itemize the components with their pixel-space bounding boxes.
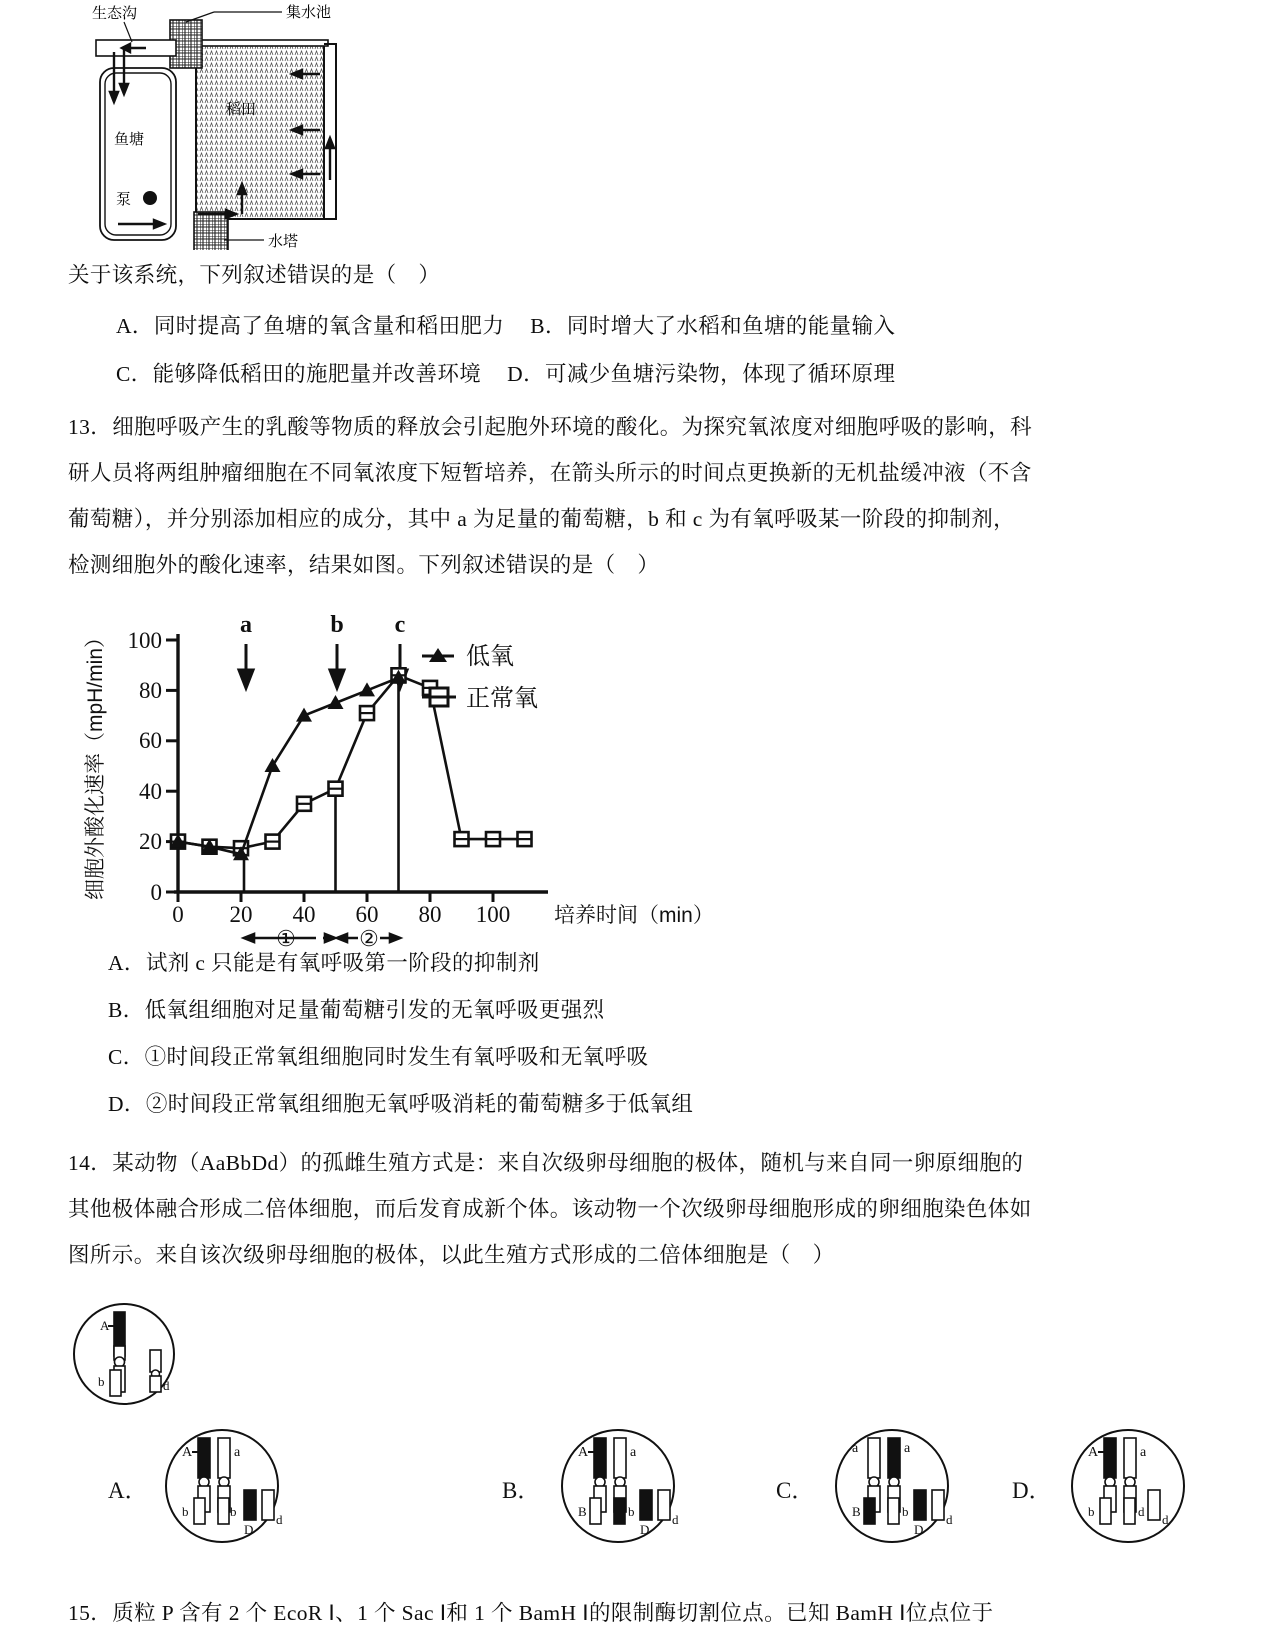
choice-b-letter: B． — [502, 1478, 541, 1503]
q13-stem-line-1 — [68, 404, 1233, 450]
q13-number: 13． — [68, 415, 113, 439]
q13-option-d — [108, 1081, 1208, 1128]
legend-label-low-oxygen: 低氧 — [466, 643, 514, 670]
q13-stem-line-4: 检测细胞外的酸化速率，结果如图。下列叙述错误的是（ ） — [68, 553, 660, 577]
svg-text:B: B — [578, 1504, 587, 1519]
q12-option-c-text: 能够降低稻田的施肥量并改善环境 — [152, 362, 482, 386]
q15-number: 15． — [68, 1601, 113, 1625]
q13-options — [108, 940, 1208, 1128]
svg-text:80: 80 — [139, 678, 162, 703]
chromosome-label-A: A — [100, 1318, 110, 1333]
q12-stem — [68, 252, 1218, 298]
svg-text:d: d — [946, 1512, 953, 1527]
svg-text:b: b — [1088, 1504, 1095, 1519]
svg-text:a: a — [904, 1441, 911, 1456]
svg-text:D: D — [244, 1522, 254, 1537]
choice-b-cell — [562, 1430, 679, 1542]
chromosome-label-d: d — [163, 1378, 170, 1393]
svg-text:100: 100 — [127, 628, 162, 653]
choice-d-letter-visible: D． — [1012, 1478, 1052, 1503]
chart-treatment-arrows — [239, 612, 407, 688]
acidification-rate-chart — [70, 600, 730, 950]
series-low-oxygen — [170, 670, 407, 860]
chromosome-label-b: b — [98, 1374, 105, 1389]
svg-text:A: A — [578, 1445, 589, 1460]
label-eco-ditch: 生态沟 — [92, 5, 138, 22]
ecosystem-diagram — [74, 2, 404, 250]
chart-y-axis-title: 细胞外酸化速率（mpH/min） — [84, 626, 107, 900]
q13-option-d-text: ②时间段正常氧组细胞无氧呼吸消耗的葡萄糖多于低氧组 — [145, 1092, 694, 1116]
q12-option-d-letter: D． — [507, 362, 545, 386]
q12-option-b-text: 同时增大了水稻和鱼塘的能量输入 — [566, 314, 896, 338]
label-water-tower: 水塔 — [268, 233, 299, 250]
chart-annotation-a: a — [240, 612, 252, 638]
q13-option-a-text: 试剂 c 只能是有氧呼吸第一阶段的抑制剂 — [145, 951, 540, 975]
bracket-label-1: ① — [276, 926, 296, 950]
label-fish-pond: 鱼塘 — [114, 131, 145, 148]
svg-text:b: b — [902, 1504, 909, 1519]
svg-text:a: a — [852, 1441, 859, 1456]
label-collect-pool: 集水池 — [286, 4, 332, 21]
svg-text:20: 20 — [229, 902, 253, 927]
q14-number: 14． — [68, 1151, 113, 1175]
svg-text:a: a — [234, 1445, 241, 1460]
chart-annotation-b: b — [330, 612, 344, 638]
egg-cell-diagram — [62, 1298, 242, 1408]
q13-option-a — [108, 940, 1208, 987]
choice-a-cell — [166, 1430, 283, 1542]
q14-stem-line-1 — [68, 1140, 1238, 1186]
q13-option-c — [108, 1034, 1208, 1081]
svg-text:B: B — [852, 1504, 861, 1519]
svg-text:60: 60 — [139, 728, 162, 753]
choice-c-letter: C． — [776, 1478, 815, 1503]
chart-x-axis-title: 培养时间（min） — [554, 904, 714, 927]
q12-option-a-letter: A． — [116, 314, 154, 338]
svg-text:40: 40 — [139, 779, 162, 804]
q12-stem-text: 关于该系统，下列叙述错误的是（ ） — [68, 263, 441, 287]
choice-c-cell — [836, 1430, 953, 1542]
q14-stem-line-3: 图所示。来自该次级卵母细胞的极体，以此生殖方式形成的二倍体细胞是（ ） — [68, 1243, 835, 1267]
chart-axes — [166, 634, 548, 902]
q14-stem-line-2: 其他极体融合形成二倍体细胞，而后发育成新个体。该动物一个次级卵母细胞形成的卵细胞染色体如 — [68, 1197, 1032, 1221]
q13-option-d-letter: D． — [108, 1092, 146, 1116]
svg-text:40: 40 — [292, 902, 316, 927]
q14-choice-figures — [62, 1412, 1222, 1562]
q13-option-b-letter: B． — [108, 998, 145, 1022]
svg-text:D: D — [640, 1522, 650, 1537]
chart-annotation-c: c — [394, 612, 406, 638]
q13-stem-text-1: 细胞呼吸产生的乳酸等物质的释放会引起胞外环境的酸化。为探究氧浓度对细胞呼吸的影响，科 — [112, 415, 1033, 439]
svg-text:A: A — [182, 1445, 193, 1460]
svg-text:d: d — [276, 1512, 283, 1527]
svg-text:d: d — [672, 1512, 679, 1527]
q14-stem — [68, 1140, 1238, 1278]
svg-text:20: 20 — [139, 829, 162, 854]
svg-text:0: 0 — [172, 902, 184, 927]
q13-option-a-letter: A． — [108, 951, 146, 975]
svg-text:D: D — [914, 1522, 924, 1537]
q13-stem-line-2: 研人员将两组肿瘤细胞在不同氧浓度下短暂培养，在箭头所示的时间点更换新的无机盐缓冲液（不含 — [68, 461, 1032, 485]
q13-stem — [68, 404, 1233, 588]
svg-text:a: a — [1140, 1445, 1147, 1460]
q14-stem-text-1: 某动物（AaBbDd）的孤雌生殖方式是：来自次级卵母细胞的极体，随机与来自同一卵原细胞的 — [112, 1151, 1024, 1175]
bracket-label-2: ② — [359, 926, 379, 950]
q12-option-a-text: 同时提高了鱼塘的氧含量和稻田肥力 — [153, 314, 505, 338]
q12-option-b-letter: B． — [530, 314, 567, 338]
svg-text:0: 0 — [150, 880, 162, 905]
q13-option-c-letter: C． — [108, 1045, 145, 1069]
svg-text:b: b — [182, 1504, 189, 1519]
q13-stem-line-3: 葡萄糖），并分别添加相应的成分，其中 a 为足量的葡萄糖，b 和 c 为有氧呼吸某一阶段的抑制剂， — [68, 507, 1016, 531]
svg-text:d: d — [1138, 1504, 1145, 1519]
label-pump: 泵 — [116, 191, 132, 208]
q12-option-c-letter: C． — [116, 362, 153, 386]
q13-option-b — [108, 987, 1208, 1034]
chart-x-ticklabels — [172, 902, 510, 927]
svg-text:A: A — [1088, 1445, 1099, 1460]
q12-options-row-1 — [68, 303, 1279, 349]
q12-option-d-text: 可减少鱼塘污染物，体现了循环原理 — [544, 362, 896, 386]
svg-text:100: 100 — [475, 902, 511, 927]
choice-a-letter: A． — [108, 1478, 148, 1503]
svg-text:d: d — [1162, 1512, 1169, 1527]
q13-option-b-text: 低氧组细胞对足量葡萄糖引发的无氧呼吸更强烈 — [144, 998, 605, 1022]
svg-text:a: a — [630, 1445, 637, 1460]
svg-text:b: b — [230, 1504, 237, 1519]
svg-text:80: 80 — [418, 902, 442, 927]
chart-legend — [422, 643, 538, 712]
q15-stem-text: 质粒 P 含有 2 个 EcoR Ⅰ、1 个 Sac Ⅰ和 1 个 BamH Ⅰ的限制酶切割位点。已知 BamH Ⅰ位点位于 — [112, 1601, 994, 1625]
svg-text:60: 60 — [355, 902, 379, 927]
pump-dot — [143, 191, 157, 205]
label-rice-field: 稻田 — [226, 101, 257, 118]
q12-options-row-2 — [68, 351, 1279, 397]
legend-label-normal-oxygen: 正常氧 — [466, 685, 538, 712]
svg-text:b: b — [628, 1504, 635, 1519]
q15-stem — [68, 1590, 1248, 1636]
q13-option-c-text: ①时间段正常氧组细胞同时发生有氧呼吸和无氧呼吸 — [144, 1045, 649, 1069]
chart-y-ticklabels — [128, 628, 163, 905]
choice-d-cell — [1072, 1430, 1184, 1542]
